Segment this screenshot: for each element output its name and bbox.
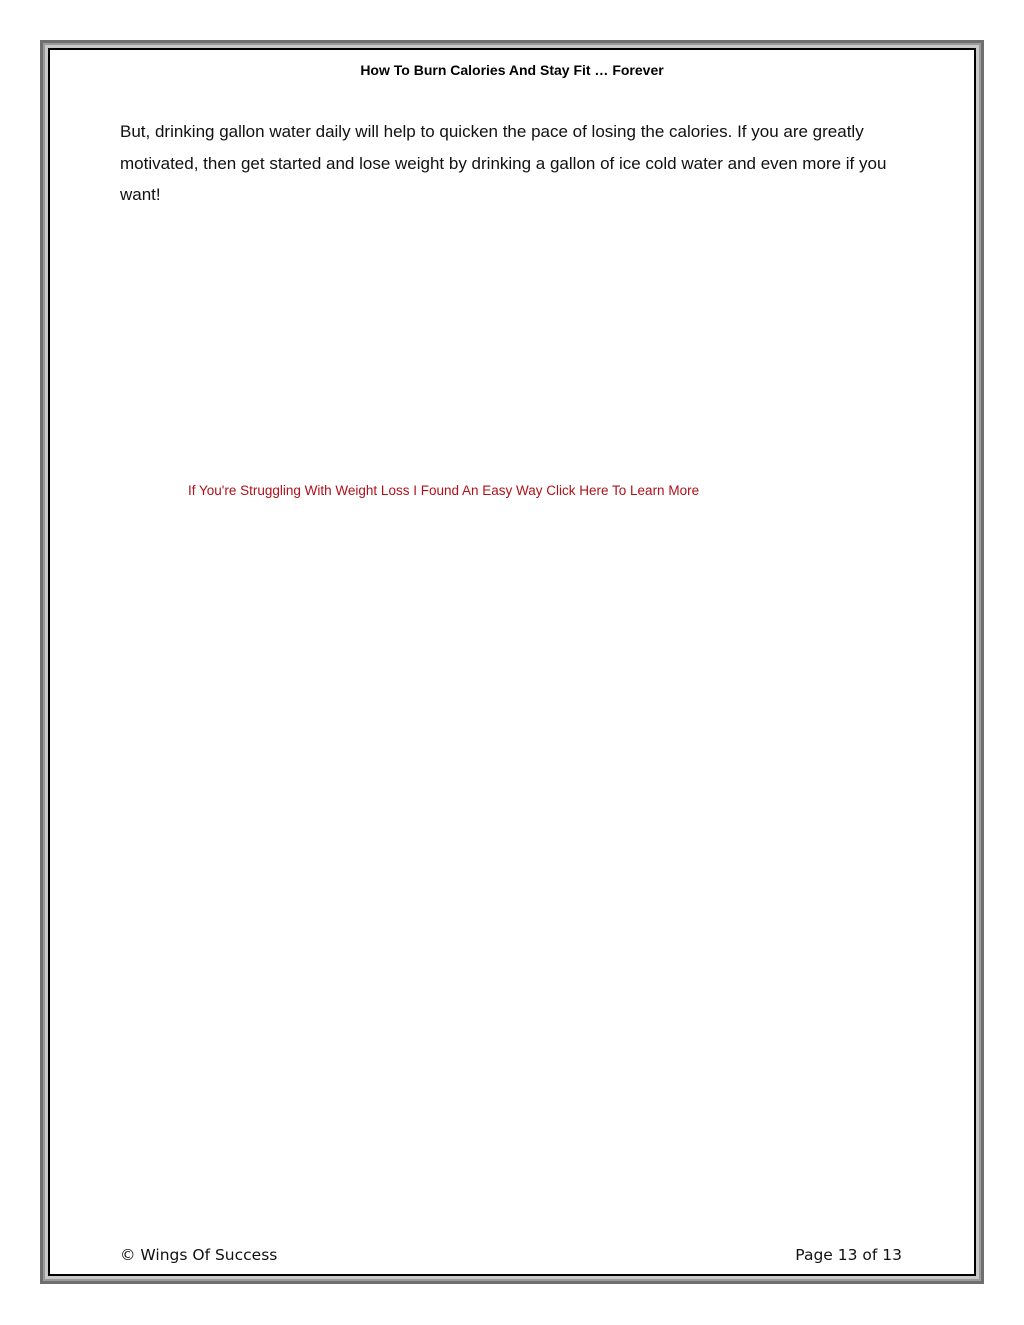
page-content-area: [48, 48, 976, 1276]
weight-loss-promo-link[interactable]: If You're Struggling With Weight Loss I Found An Easy Way Click Here To Learn More: [188, 483, 700, 498]
body-paragraph: But, drinking gallon water daily will help to quicken the pace of losing the calories. If you are greatly motivated, then get started and lose weight by drinking a gallon of ice cold water and even more if you want!: [120, 122, 887, 204]
footer-page-number: Page 13 of 13: [795, 1246, 902, 1264]
page-border-bevel: [45, 45, 979, 1279]
page-border: [40, 40, 984, 1284]
page-title: How To Burn Calories And Stay Fit … Forever: [360, 62, 664, 78]
footer-copyright: © Wings Of Success: [120, 1246, 278, 1264]
